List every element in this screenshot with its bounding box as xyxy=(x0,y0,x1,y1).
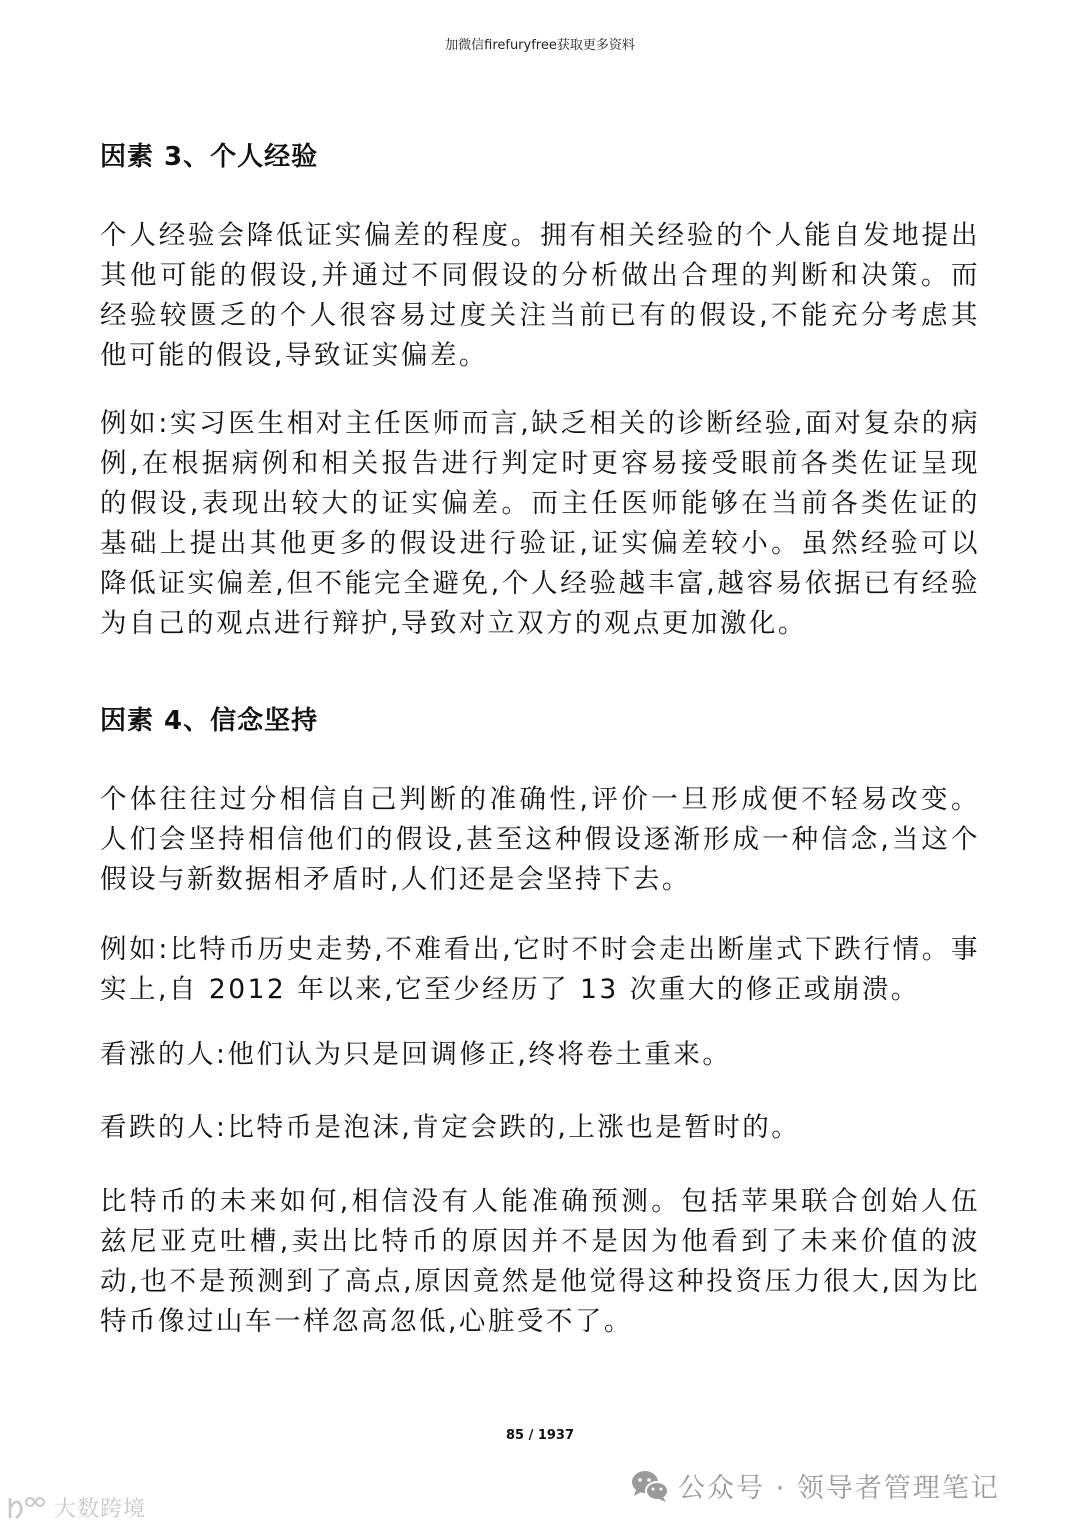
wechat-icon xyxy=(630,1468,670,1504)
paragraph: 例如:比特币历史走势,不难看出,它时不时会走出断崖式下跌行情。事实上,自 2012 年以来,它至少经历了 13 次重大的修正或崩溃。 xyxy=(100,934,980,1005)
page-number: 85 / 1937 xyxy=(505,1428,575,1443)
paragraph: 看跌的人:比特币是泡沫,肯定会跌的,上涨也是暂时的。 xyxy=(100,1112,801,1143)
paragraph: 个体往往过分相信自己判断的准确性,评价一旦形成便不轻易改变。人们会坚持相信他们的假设,甚至这种假设逐渐形成一种信念,当这个假设与新数据相矛盾时,人们还是会坚持下去。 xyxy=(100,784,980,895)
paragraph: 看涨的人:他们认为只是回调修正,终将卷土重来。 xyxy=(100,1039,732,1070)
brand-text: 大数跨境 xyxy=(54,1497,147,1522)
section-heading-factor-3: 因素 3、个人经验 xyxy=(100,142,319,172)
paragraph: 个人经验会降低证实偏差的程度。拥有相关经验的个人能自发地提出其他可能的假设,并通过不同假设的分析做出合理的判断和决策。而经验较匮乏的个人很容易过度关注当前已有的假设,不能充分考虑其他可能的假设,导致证实偏差。 xyxy=(100,220,980,371)
wechat-watermark xyxy=(630,1466,1000,1505)
paragraph: 例如:实习医生相对主任医师而言,缺乏相关的诊断经验,面对复杂的病例,在根据病例和相关报告进行判定时更容易接受眼前各类佐证呈现的假设,表现出较大的证实偏差。而主任医师能够在当前各类佐证的基础上提出其他更多的假设进行验证,证实偏差较小。虽然经验可以降低证实偏差,但不能完全避免,个人经验越丰富,越容易依据已有经验为自己的观点进行辩护,导致对立双方的观点更加激化。 xyxy=(100,408,980,639)
watermark-text: 公众号 · 领导者管理笔记 xyxy=(678,1473,1000,1504)
section-heading-factor-4: 因素 4、信念坚持 xyxy=(100,706,319,736)
brand-watermark xyxy=(6,1492,146,1523)
brand-logo-icon xyxy=(6,1494,50,1522)
header-note: 加微信firefuryfree获取更多资料 xyxy=(445,38,635,53)
paragraph: 比特币的未来如何,相信没有人能准确预测。包括苹果联合创始人伍兹尼亚克吐槽,卖出比特币的原因并不是因为他看到了未来价值的波动,也不是预测到了高点,原因竟然是他觉得这种投资压力很大,因为比特币像过山车一样忽高忽低,心脏受不了。 xyxy=(100,1186,980,1337)
